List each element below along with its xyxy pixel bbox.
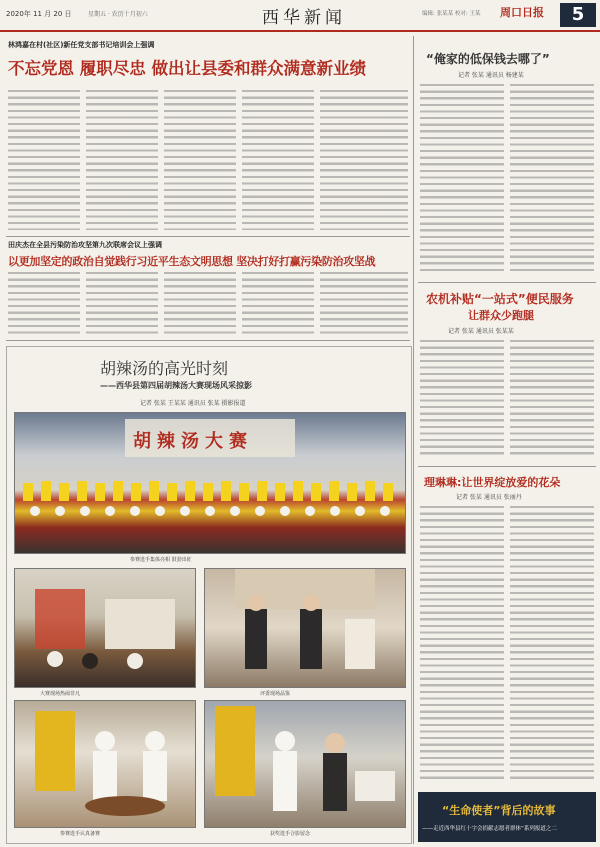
story7-subheadline: ——走近西华县红十字会捐献志愿者群体“系列报道之二 xyxy=(422,826,557,832)
story6-byline: 记者 张某 通讯员 张丽丹 xyxy=(456,494,522,501)
caption: 评委现场品鉴 xyxy=(260,691,291,697)
story7-headline: “生命使者”背后的故事 xyxy=(442,804,556,817)
column-divider xyxy=(413,36,414,844)
caption: 参赛选手认真备赛 xyxy=(60,831,101,837)
story5-headline: 农机补贴“一站式”便民服务 xyxy=(426,292,574,306)
story3-headline: 胡辣汤的高光时刻 xyxy=(100,359,229,378)
story1-kicker: 林鸿嘉在村(社区)新任党支部书记培训会上强调 xyxy=(8,41,155,49)
story1-text-col xyxy=(320,90,408,230)
issue-date: 2020年 11 月 20 日 xyxy=(6,10,72,18)
story2-text-col xyxy=(164,272,236,334)
divider xyxy=(6,340,410,341)
story3-byline: 记者 张某 王某某 通讯员 张某 摄影报道 xyxy=(140,400,246,407)
story2-text-col xyxy=(86,272,158,334)
photo-group-contestants xyxy=(14,412,406,554)
photo-chefs xyxy=(14,700,196,828)
story2-headline: 以更加坚定的政治自觉践行习近平生态文明思想 坚决打好打赢污染防治攻坚战 xyxy=(8,255,376,268)
banner-text: 胡辣汤大赛 xyxy=(133,431,253,452)
story5-text-col xyxy=(510,340,594,458)
story6-headline: 理琳琳:让世界绽放爱的花朵 xyxy=(424,476,561,489)
editor-note: 编辑: 张某某 校对: 王某 xyxy=(422,11,481,17)
story4-text-col xyxy=(420,84,504,274)
story1-headline: 不忘党恩 履职尽忠 做出让县委和群众满意新业绩 xyxy=(8,59,366,78)
story5-text-col xyxy=(420,340,504,458)
story4-headline: “俺家的低保钱去哪了” xyxy=(426,52,550,66)
story1-text-col xyxy=(8,90,80,230)
divider xyxy=(6,236,410,237)
caption: 获奖选手合影留念 xyxy=(270,831,311,837)
story2-text-col xyxy=(242,272,314,334)
edition-note: 星期五 · 农历十月初六 xyxy=(88,11,148,18)
story4-byline: 记者 张某 通讯员 杨建某 xyxy=(458,72,524,79)
caption: 参赛选手集体亮相 鼓劲出征 xyxy=(130,557,192,563)
photo-winners xyxy=(204,700,406,828)
photo-judges xyxy=(204,568,406,688)
story1-text-col xyxy=(242,90,314,230)
divider xyxy=(418,282,596,283)
story3-subheadline: ——西华县第四届胡辣汤大赛现场风采掠影 xyxy=(100,381,252,390)
caption: 大赛现场热闹非凡 xyxy=(40,691,81,697)
section-title: 西华新闻 xyxy=(262,8,346,28)
story2-kicker: 田庆杰在全县污染防治攻坚第九次联席会议上强调 xyxy=(8,241,162,249)
story2-text-col xyxy=(320,272,408,334)
story5-byline: 记者 张某 通讯员 张某某 xyxy=(448,328,514,335)
story1-text-col xyxy=(86,90,158,230)
divider xyxy=(418,466,596,467)
story4-text-col xyxy=(510,84,594,274)
story2-text-col xyxy=(8,272,80,334)
story6-text-col xyxy=(420,506,504,782)
story5-subheadline: 让群众少跑腿 xyxy=(468,309,534,322)
story1-text-col xyxy=(164,90,236,230)
photo-event-scene xyxy=(14,568,196,688)
story6-text-col xyxy=(510,506,594,782)
page-number: 5 xyxy=(560,3,596,27)
newspaper-logo: 周口日报 xyxy=(500,6,544,19)
